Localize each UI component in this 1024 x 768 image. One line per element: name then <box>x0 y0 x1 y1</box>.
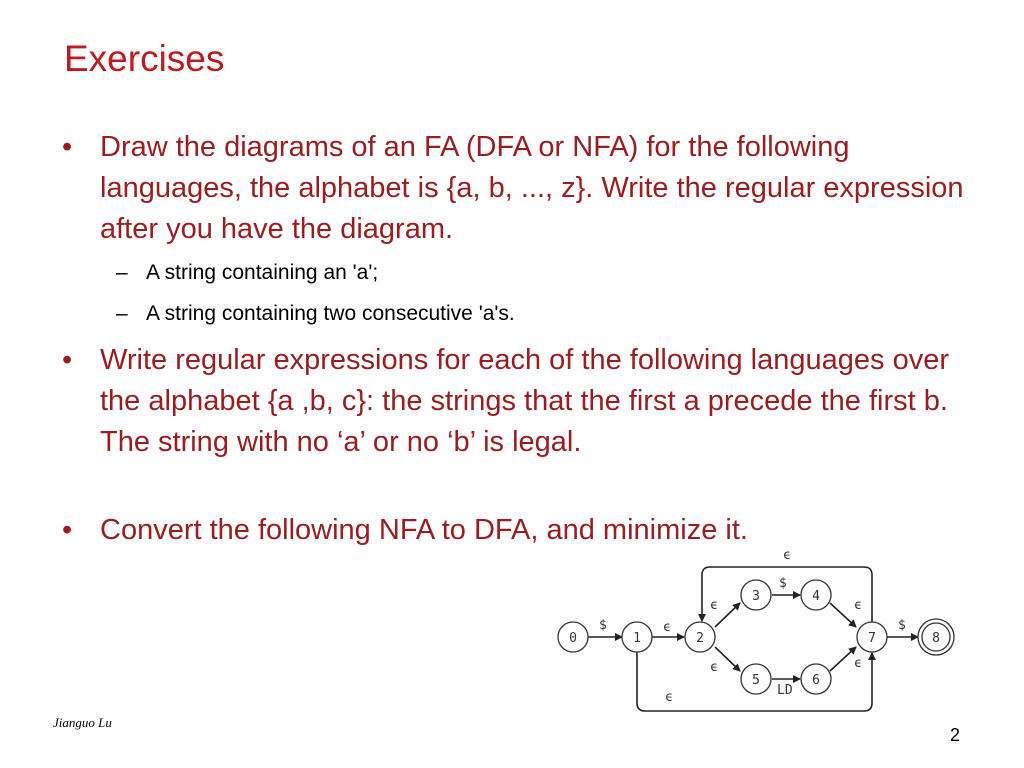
state-label: 1 <box>633 631 641 646</box>
edge-label: ϵ <box>854 656 862 671</box>
edge-2-5 <box>715 647 740 671</box>
bullet-mark: • <box>62 514 73 546</box>
bullet-text: Convert the following NFA to DFA, and minimize it. <box>100 514 748 546</box>
nfa-diagram <box>550 545 970 715</box>
edge-label: ϵ <box>854 598 862 613</box>
sub-bullet-mark: – <box>116 302 128 325</box>
state-label: 4 <box>812 589 820 604</box>
footer-author: Jianguo Lu <box>53 715 112 730</box>
edge-label: $ <box>898 618 906 633</box>
edge-label: ϵ <box>783 548 791 563</box>
page-number: 2 <box>950 725 961 745</box>
slide-title: Exercises <box>64 38 225 79</box>
state-label: 8 <box>932 631 940 646</box>
bullet-text: Draw the diagrams of an FA (DFA or NFA) for the following languages, the alphabet is {a, b, ..., z}. Write the regular expression after you have the diagram. <box>100 131 964 245</box>
bullet-mark: • <box>62 131 73 163</box>
edge-4-7 <box>830 603 856 627</box>
bullet-text: Write regular expressions for each of the following languages over the alphabet {a ,b, c}: the strings that the first a precede the first b. The string with no ‘a’ or no ‘b’ is legal. <box>100 344 949 458</box>
state-label: 0 <box>569 631 577 646</box>
sub-bullet-item <box>116 300 515 328</box>
edge-label: ϵ <box>665 690 673 705</box>
state-label: 6 <box>812 673 820 688</box>
edge-label: $ <box>599 618 607 633</box>
edge-label: $ <box>779 576 787 591</box>
edge-label: ϵ <box>663 620 671 635</box>
edge-label: LD <box>777 683 793 698</box>
edge-6-7 <box>830 647 856 671</box>
bullet-item <box>62 340 980 463</box>
bullet-item <box>62 127 980 250</box>
edge-2-3 <box>715 603 740 627</box>
sub-bullet-text: A string containing two consecutive 'a's. <box>146 302 515 325</box>
state-label: 3 <box>752 589 760 604</box>
state-label: 2 <box>696 631 704 646</box>
state-label: 7 <box>868 631 876 646</box>
sub-bullet-mark: – <box>116 261 128 284</box>
sub-bullet-item <box>116 259 379 287</box>
edge-label: ϵ <box>710 660 718 675</box>
bullet-mark: • <box>62 344 73 376</box>
state-label: 5 <box>752 673 760 688</box>
edge-label: ϵ <box>710 598 718 613</box>
sub-bullet-text: A string containing an 'a'; <box>146 261 379 284</box>
